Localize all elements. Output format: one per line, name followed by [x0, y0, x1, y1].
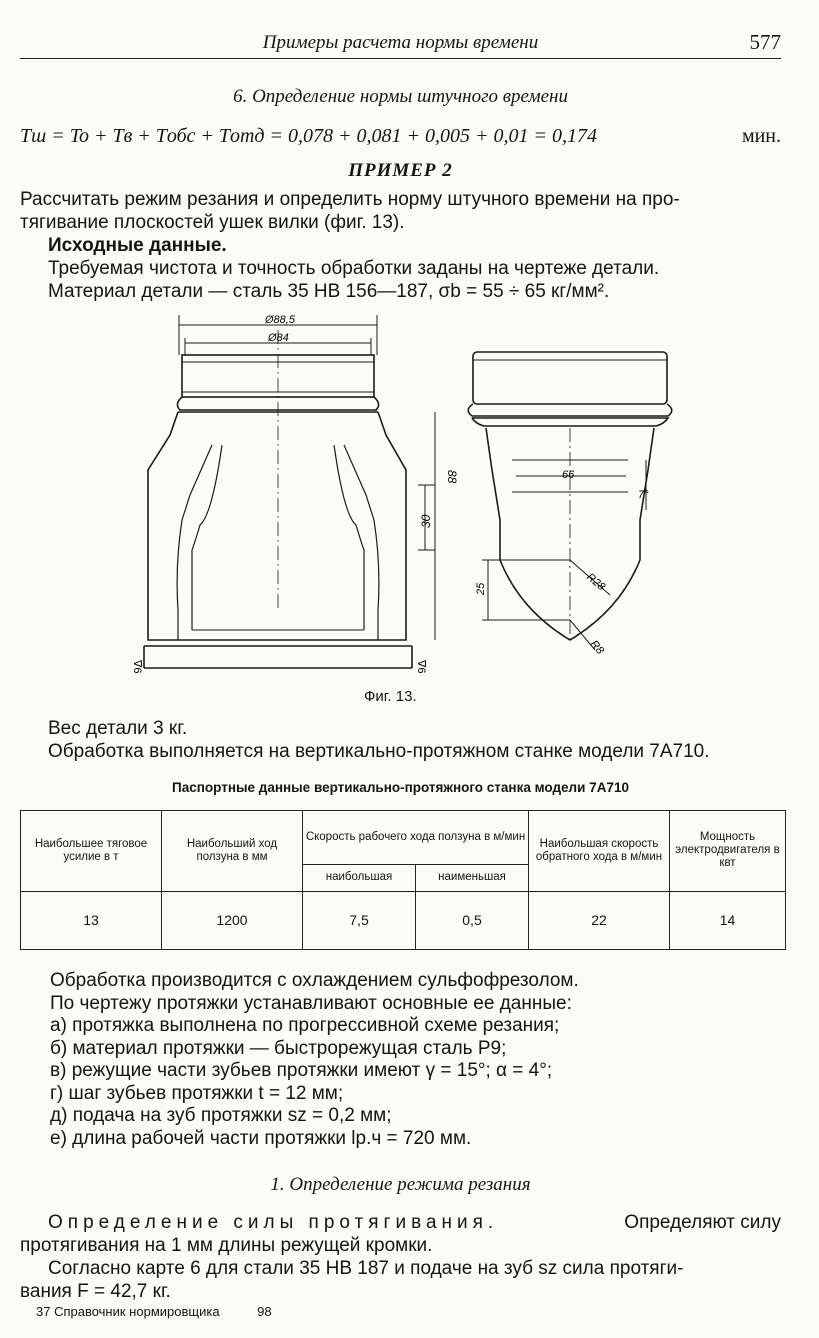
figure-caption: Фиг. 13. — [364, 688, 417, 705]
cell-speed-max: 7,5 — [303, 891, 416, 949]
table-title: Паспортные данные вертикально-протяжного станка модели 7А710 — [172, 780, 629, 795]
task-line-1: Рассчитать режим резания и определить норму штучного времени на про- — [20, 189, 680, 210]
force-line-2: протягивания на 1 мм длины режущей кромки. — [20, 1235, 433, 1256]
header-return-speed: Наибольшая скорость обратного хода в м/мин — [529, 811, 670, 892]
list-item: г) шаг зубьев протяжки t = 12 мм; — [50, 1082, 344, 1104]
dim-88-5: Ø88,5 — [265, 314, 295, 326]
dim-r8: R8 — [587, 638, 606, 657]
task-line-2: тягивание плоскостей ушек вилки (фиг. 13). — [20, 212, 405, 233]
part-machine: Обработка выполняется на вертикально-протяжном станке модели 7А710. — [48, 741, 710, 762]
header-speed-min: наименьшая — [416, 865, 529, 891]
signature-number: 98 — [257, 1304, 272, 1319]
requirements-paragraph — [48, 257, 781, 303]
cell-power: 14 — [670, 891, 786, 949]
example-title: ПРИМЕР 2 — [348, 160, 453, 181]
processing-line-2: По чертежу протяжки устанавливают основные ее данные: — [50, 992, 572, 1014]
header-power: Мощность электродвигателя в квт — [670, 811, 786, 892]
cell-speed-min: 0,5 — [416, 891, 529, 949]
force-lead: Определение силы протягивания. — [48, 1212, 499, 1233]
force-rest: Определяют силу — [624, 1212, 781, 1233]
requirements-line-1: Требуемая чистота и точность обработки заданы на чертеже детали. — [48, 258, 660, 279]
force-line-3: Согласно карте 6 для стали 35 HB 187 и подаче на зуб sz сила протяги- — [48, 1258, 684, 1279]
finish-mark-left: ∇6 — [131, 660, 143, 674]
force-line-4: вания F = 42,7 кг. — [20, 1281, 171, 1302]
requirements-line-2: Материал детали — сталь 35 HB 156—187, σb = 55 ÷ 65 кг/мм². — [48, 281, 610, 302]
dim-66: 66 — [562, 469, 575, 481]
dim-7-deg: 7° — [638, 489, 649, 501]
source-data-heading: Исходные данные. — [48, 235, 227, 256]
processing-line-1: Обработка производится с охлаждением сульфофрезолом. — [50, 970, 579, 991]
running-header — [20, 30, 781, 59]
header-stroke: Наибольший ход ползуна в мм — [162, 811, 303, 892]
dim-84: Ø84 — [268, 332, 289, 344]
formula-unit: мин. — [741, 125, 781, 147]
cell-stroke: 1200 — [162, 891, 303, 949]
list-item: б) материал протяжки — быстрорежущая сталь Р9; — [50, 1037, 507, 1059]
part-weight: Вес детали 3 кг. — [48, 718, 188, 739]
section-1-title: 1. Определение режима резания — [270, 1174, 531, 1195]
finish-mark-right: ∇6 — [415, 660, 427, 674]
dim-25: 25 — [475, 582, 487, 595]
cell-force: 13 — [21, 891, 162, 949]
printer-signature — [36, 1304, 272, 1319]
header-speed: Скорость рабочего хода ползуна в м/мин — [303, 811, 529, 865]
force-paragraph — [20, 1211, 781, 1303]
page-number: 577 — [749, 30, 781, 54]
fork-drawing — [100, 310, 700, 680]
dim-r28: R28 — [584, 571, 608, 594]
force-line-1 — [20, 1211, 781, 1234]
formula-text: Tш = To + Tв + Tобс + Tотд = 0,078 + 0,081 + 0,005 + 0,01 = 0,174 — [20, 125, 597, 147]
running-title: Примеры расчета нормы времени — [262, 32, 539, 53]
processing-block — [50, 970, 781, 1150]
formula — [20, 125, 781, 148]
header-force: Наибольшее тяговое усилие в т — [21, 811, 162, 892]
list-item: в) режущие части зубьев протяжки имеют γ = 15°; α = 4°; — [50, 1060, 553, 1081]
signature-text: 37 Справочник нормировщика — [36, 1304, 220, 1319]
list-item: а) протяжка выполнена по прогрессивной схеме резания; — [50, 1015, 560, 1036]
list-item: д) подача на зуб протяжки sz = 0,2 мм; — [50, 1105, 392, 1126]
dim-88: 88 — [445, 470, 459, 484]
machine-specs-table — [20, 810, 786, 950]
dim-30: 30 — [419, 514, 433, 528]
task-paragraph — [20, 188, 781, 234]
cell-return-speed: 22 — [529, 891, 670, 949]
section-6-title: 6. Определение нормы штучного времени — [233, 86, 568, 107]
table-row — [21, 891, 786, 949]
list-item: е) длина рабочей части протяжки lр.ч = 720 мм. — [50, 1127, 472, 1149]
header-speed-max: наибольшая — [303, 865, 416, 891]
